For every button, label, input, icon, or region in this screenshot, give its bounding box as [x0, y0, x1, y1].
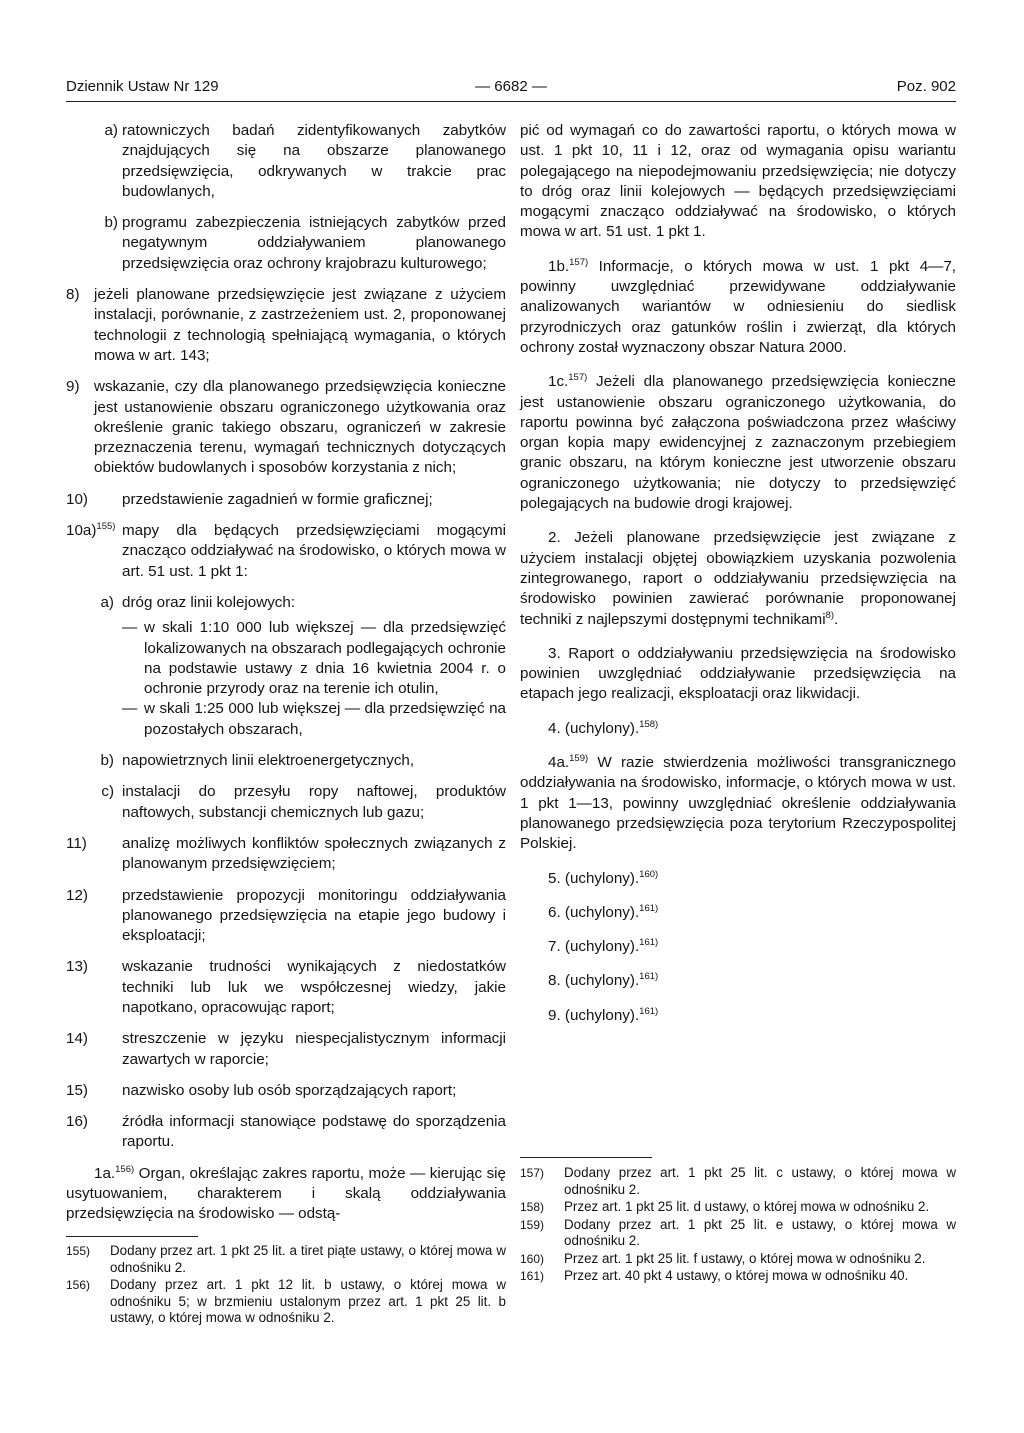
- list-item: [66, 285, 506, 366]
- list-item: [66, 834, 506, 875]
- footnote-text: Dodany przez art. 1 pkt 25 lit. a tiret piąte ustawy, o której mowa w odnośniku 2.: [110, 1243, 506, 1275]
- sub-item: [66, 593, 506, 613]
- dash-marker: —: [122, 619, 138, 637]
- item-marker: 12): [66, 886, 88, 904]
- item-text: wskazanie trudności wynikających z niedostatków techniki lub luk we współczesnej wiedzy, jakie napotkano, opracowując raport;: [122, 958, 506, 1016]
- footnote-ref: 158): [639, 718, 659, 730]
- item-text: przedstawienie propozycji monitoringu oddziaływania planowanego przedsięwzięcia na etapie jego budowy i eksploatacji;: [122, 886, 506, 945]
- list-item: [66, 521, 506, 582]
- item-text: analizę możliwych konfliktów społecznych związanych z planowanym przedsięwzięciem;: [122, 834, 506, 873]
- journal-title: Dziennik Ustaw Nr 129: [66, 78, 219, 95]
- right-column: [520, 121, 956, 1040]
- item-marker: 15): [66, 1081, 88, 1099]
- paragraph-text: 9. (uchylony).: [548, 1006, 640, 1024]
- item-marker: [66, 521, 122, 541]
- footnote-text: Dodany przez art. 1 pkt 25 lit. e ustawy, o której mowa w odnośniku 2.: [564, 1216, 956, 1248]
- item-marker: a): [100, 593, 114, 611]
- paragraph-7: [520, 937, 956, 957]
- footnote-marker: 155): [66, 1244, 91, 1258]
- paragraph-end: .: [834, 610, 839, 628]
- page-number: — 6682 —: [475, 78, 547, 95]
- item-marker: b): [100, 752, 114, 770]
- footnote-ref: 161): [639, 902, 659, 914]
- paragraph-text: 7. (uchylony).: [548, 938, 640, 956]
- footnote-156: [66, 1277, 506, 1327]
- item-text: nazwisko osoby lub osób sporządzających raport;: [122, 1081, 457, 1099]
- dash-item: [66, 699, 506, 740]
- footnote-159: [520, 1217, 956, 1250]
- paragraph-text: Organ, określając zakres raportu, może — kierując się usytuowaniem, charakterem i skalą oddziaływania przedsięwzięcia na środowisko — odstą-: [66, 1164, 506, 1223]
- item-text: w skali 1:25 000 lub większej — dla przedsięwzięć na pozostałych obszarach,: [144, 700, 506, 738]
- item-marker: 10): [66, 490, 88, 508]
- paragraph-5: [520, 869, 956, 889]
- item-marker: 11): [66, 834, 87, 852]
- item-text: programu zabezpieczenia istniejących zabytków przed negatywnym oddziaływaniem planowanego przedsięwzięcia oraz ochrony krajobrazu kulturowego;: [122, 214, 506, 272]
- list-item: [66, 1112, 506, 1153]
- footnote-text: Przez art. 1 pkt 25 lit. f ustawy, o której mowa w odnośniku 2.: [564, 1250, 926, 1266]
- item-text: źródła informacji stanowiące podstawę do sporządzenia raportu.: [122, 1113, 506, 1151]
- paragraph-4a: [520, 753, 956, 854]
- footnotes-right: [520, 1165, 956, 1286]
- paragraph-4: [520, 719, 956, 739]
- dash-marker: —: [122, 700, 138, 718]
- list-item: [66, 957, 506, 1018]
- paragraph-text: 2. Jeżeli planowane przedsięwzięcie jest związane z użyciem instalacji objętej obowiązkiem uzyskania pozwolenia zintegrowanego, raport o oddziaływaniu przedsięwzięcia na środowisko powinien zawierać porównanie proponowanej techniki z najlepszymi dostępnymi technikami: [520, 529, 956, 628]
- header-rule: [66, 101, 956, 102]
- item-text: w skali 1:10 000 lub większej — dla przedsięwzięć lokalizowanych na obszarach podlegających ochronie na podstawie ustawy z dnia 16 kwietnia 2004 r. o ochronie przyrody oraz na terenie ich otulin,: [144, 619, 506, 698]
- footnote-marker: 161): [520, 1269, 545, 1283]
- paragraph-8: [520, 971, 956, 991]
- item-text: jeżeli planowane przedsięwzięcie jest związane z użyciem instalacji, porównanie, z zastrzeżeniem ust. 2, proponowanej technologii z technologią spełniającą wymagania, o których mowa w art. 143;: [94, 286, 506, 364]
- left-column: [66, 121, 506, 1236]
- item-text: mapy dla będących przedsięwzięciami mogącymi znacząco oddziaływać na środowisko, o których mowa w art. 51 ust. 1 pkt 1:: [122, 522, 506, 580]
- footnote-marker: 160): [520, 1251, 545, 1266]
- footnote-ref: 161): [639, 971, 659, 983]
- item-text: wskazanie, czy dla planowanego przedsięwzięcia konieczne jest ustanowienie obszaru ograniczonego użytkowania oraz określenie granic takiego obszaru, ograniczeń w zakresie przeznaczenia terenu, wymagań technicznych dotyczących obiektów budowlanych i sposobów korzystania z nich;: [94, 378, 506, 477]
- paragraph-1c: [520, 372, 956, 514]
- footnote-marker: 159): [520, 1217, 545, 1232]
- paragraph-text: 6. (uchylony).: [548, 903, 640, 921]
- paragraph-text: 4. (uchylony).: [548, 719, 640, 737]
- footnote-marker: 157): [520, 1166, 545, 1180]
- footnote-text: Dodany przez art. 1 pkt 12 lit. b ustawy, o której mowa w odnośniku 5; w brzmieniu ustalonym przez art. 1 pkt 25 lit. b ustawy, o której mowa w odnośniku 2.: [110, 1277, 506, 1325]
- item-marker: c): [101, 783, 114, 801]
- list-item: [66, 1029, 506, 1070]
- item-marker: a): [104, 122, 118, 139]
- paragraph-text: 8. (uchylony).: [548, 972, 640, 990]
- item-marker: 16): [66, 1113, 88, 1131]
- position-number: Poz. 902: [896, 78, 956, 95]
- paragraph-text: Jeżeli dla planowanego przedsięwzięcia konieczne jest ustanowienie obszaru ograniczonego użytkowania, do raportu powinna być załączona poświadczona przez właściwy organ kopia mapy ewidencyjnej z zaznaczonym przebiegiem granic obszaru, na którym konieczne jest utworzenie obszaru ograniczonego użytkowania; nie dotyczy to przedsięwzięć polegających na budowie drogi krajowej.: [520, 373, 956, 513]
- sub-item: [66, 782, 506, 823]
- item-marker: 14): [66, 1030, 88, 1048]
- continuation-paragraph: pić od wymagań co do zawartości raportu, o których mowa w ust. 1 pkt 10, 11 i 12, oraz od wymagania opisu wariantu polegającego na niepodejmowaniu przedsięwzięcia; nie dotyczy to dróg oraz linii kolejowych — będących przedsięwzięciami mogącymi znacząco oddziaływać na środowisko, o których mowa w art. 51 ust. 1 pkt 1.: [520, 122, 956, 241]
- footnote-155: [66, 1243, 506, 1276]
- list-item: [66, 886, 506, 947]
- footnote-ref: 161): [639, 1005, 659, 1017]
- footnote-marker: 158): [520, 1200, 545, 1214]
- footnote-ref: 159): [569, 752, 589, 764]
- item-text: napowietrznych linii elektroenergetycznych,: [122, 752, 415, 770]
- footnote-text: Przez art. 40 pkt 4 ustawy, o której mowa w odnośniku 40.: [564, 1268, 909, 1283]
- footnote-ref: 8): [825, 609, 835, 621]
- footnote-rule: [520, 1157, 652, 1158]
- list-item: [66, 213, 506, 274]
- footnote-ref: 157): [568, 372, 588, 384]
- paragraph-number: 1a.: [94, 1164, 116, 1182]
- item-text: instalacji do przesyłu ropy naftowej, produktów naftowych, substancji chemicznych lub gazu;: [122, 783, 506, 821]
- item-marker: 9): [66, 378, 80, 396]
- item-marker-label: 10a): [66, 522, 97, 540]
- paragraph-1a: [66, 1164, 506, 1225]
- paragraph-9: [520, 1006, 956, 1026]
- paragraph-number: 4a.: [548, 754, 570, 772]
- footnote-ref: 156): [115, 1163, 135, 1175]
- paragraph-text: W razie stwierdzenia możliwości transgranicznego oddziaływania na środowisko, informacje, o których mowa w ust. 1 pkt 1—13, powinny uwzględniać określenie oddziaływania planowanego przedsięwzięcia poza terytorium Rzeczypospolitej Polskiej.: [520, 754, 956, 853]
- list-item: [66, 377, 506, 478]
- paragraph-1b: [520, 257, 956, 358]
- footnote-160: [520, 1251, 956, 1268]
- item-marker: 13): [66, 958, 88, 976]
- item-text: dróg oraz linii kolejowych:: [122, 593, 296, 611]
- footnote-157: [520, 1165, 956, 1198]
- footnotes-left: [66, 1243, 506, 1328]
- paragraph-number: 1b.: [548, 257, 570, 275]
- list-item: [66, 121, 506, 202]
- footnote-text: Dodany przez art. 1 pkt 25 lit. c ustawy, o której mowa w odnośniku 2.: [564, 1165, 956, 1197]
- item-text: ratowniczych badań zidentyfikowanych zabytków znajdujących się na obszarze planowanego przedsięwzięcia, odkrywanych w trakcie prac budowlanych,: [122, 122, 506, 200]
- item-text: przedstawienie zagadnień w formie graficznej;: [122, 490, 433, 508]
- dash-item: [66, 618, 506, 699]
- footnote-rule: [66, 1236, 198, 1237]
- list-item: [66, 1081, 506, 1101]
- paragraph-text: Informacje, o których mowa w ust. 1 pkt 4—7, powinny uwzględniać przewidywane oddziaływanie analizowanych wariantów w odniesieniu do siedlisk przyrodniczych oraz gatunków roślin i zwierząt, dla których ochrony został wyznaczony obszar Natura 2000.: [520, 257, 956, 356]
- paragraph-3: 3. Raport o oddziaływaniu przedsięwzięcia na środowisko powinien uwzględniać oddziaływanie przedsięwzięcia na etapach jego realizacji, eksploatacji oraz likwidacji.: [520, 644, 956, 703]
- paragraph-6: [520, 903, 956, 923]
- footnote-ref: 155): [96, 520, 116, 532]
- item-marker: 8): [66, 286, 80, 304]
- footnote-ref: 157): [569, 256, 589, 268]
- item-marker: b): [104, 214, 118, 232]
- paragraph-number: 1c.: [548, 373, 569, 391]
- list-item: [66, 490, 506, 510]
- item-text: streszczenie w języku niespecjalistycznym informacji zawartych w raporcie;: [122, 1030, 506, 1068]
- sub-item: [66, 751, 506, 771]
- footnote-158: [520, 1199, 956, 1216]
- footnote-text: Przez art. 1 pkt 25 lit. d ustawy, o której mowa w odnośniku 2.: [564, 1199, 930, 1214]
- footnote-ref: 161): [639, 937, 659, 949]
- footnote-marker: 156): [66, 1278, 91, 1292]
- footnote-ref: 160): [639, 868, 659, 880]
- paragraph-text: 5. (uchylony).: [548, 869, 640, 887]
- footnote-161: [520, 1268, 956, 1285]
- paragraph-2: [520, 528, 956, 629]
